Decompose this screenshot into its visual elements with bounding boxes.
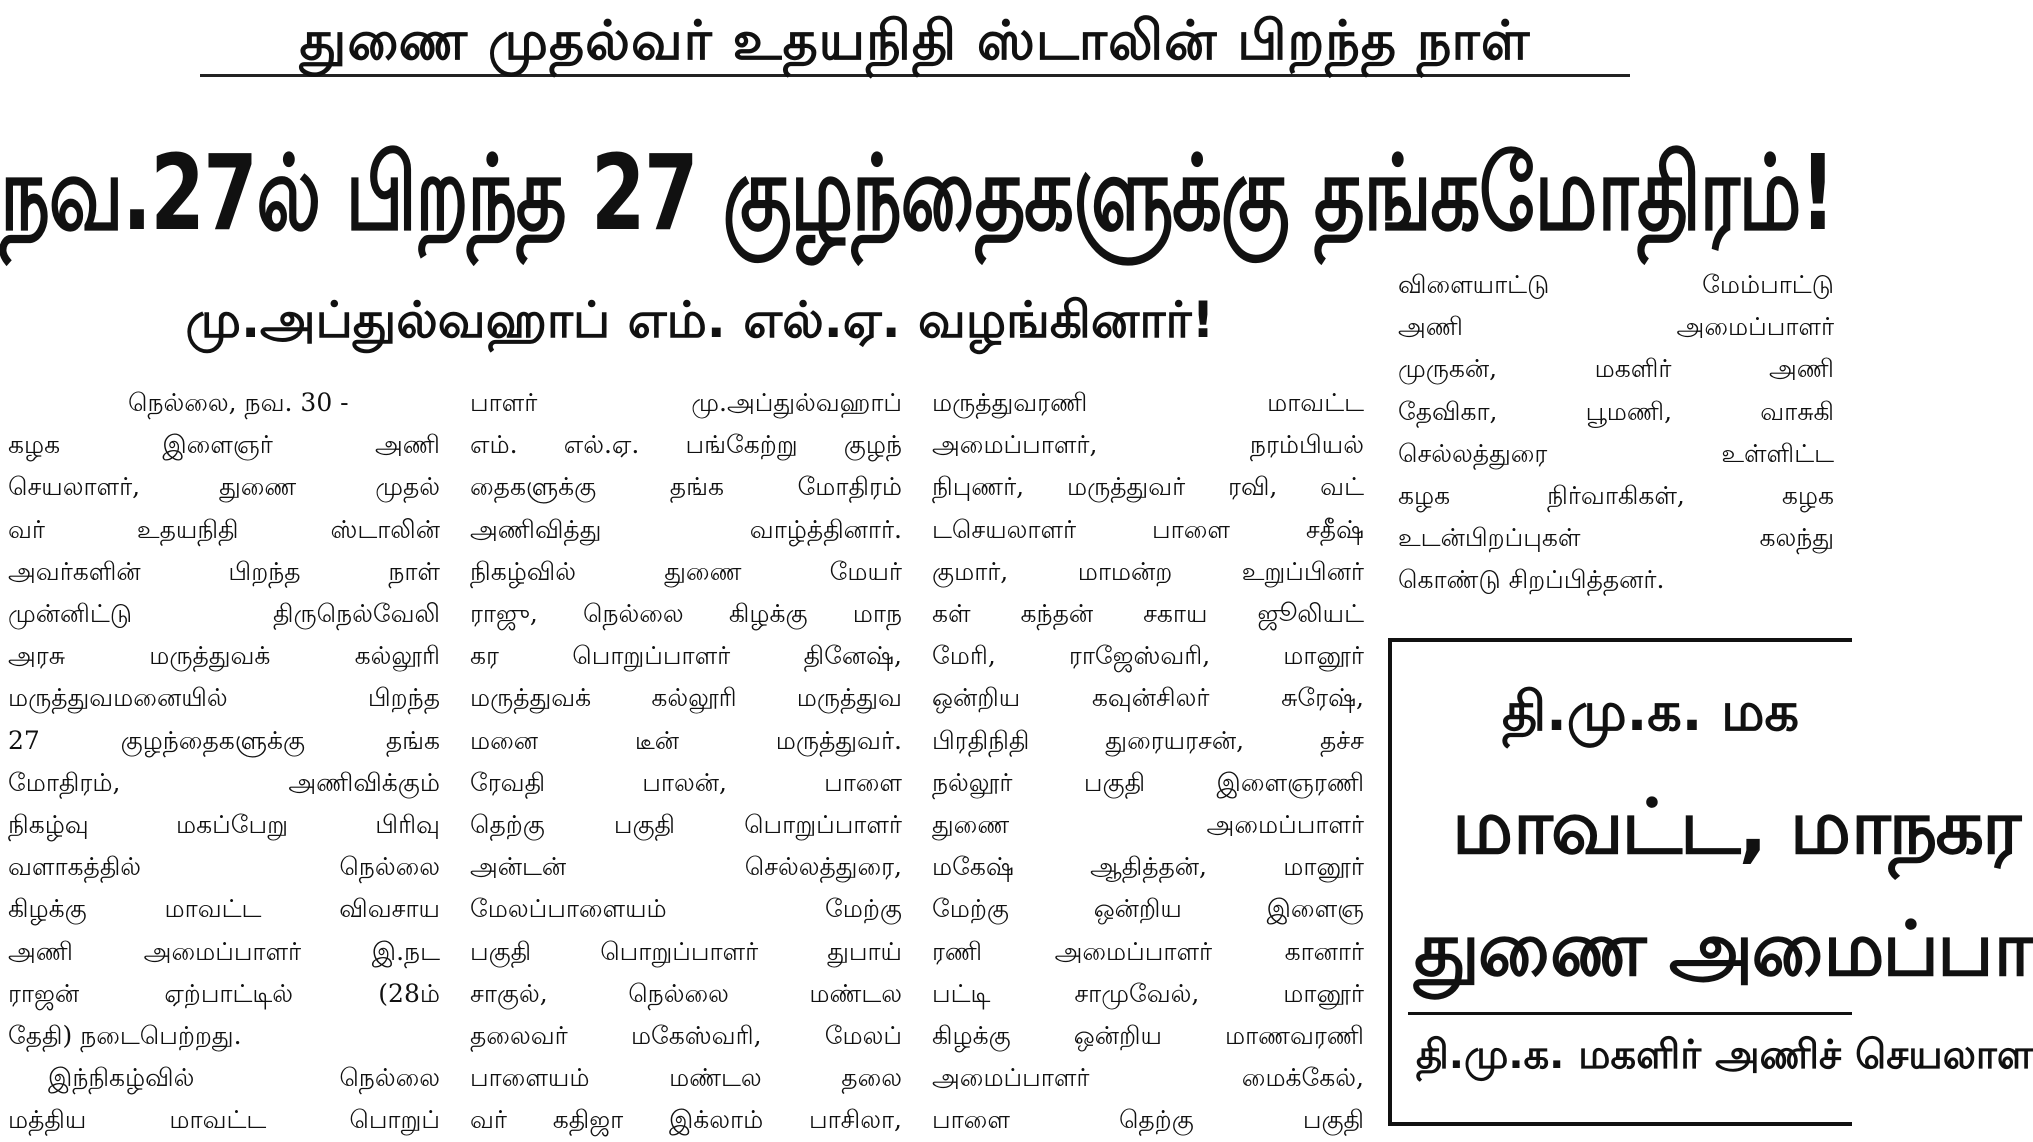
article-line: பட்டி சாமுவேல், மானூர் [932,978,1364,1008]
ad-divider [1408,1012,1852,1015]
article-line: முருகன், மகளிர் அணி [1398,354,1834,384]
article-line: செயலாளர், துணை முதல் [8,472,440,502]
kicker-headline: துணை முதல்வர் உதயநிதி ஸ்டாலின் பிறந்த நாள் [200,8,1630,77]
article-line: ராஜு, நெல்லை கிழக்கு மாந [470,599,902,629]
article-line: அணி அமைப்பாளர் இ.நட [8,936,440,966]
article-line: கிழக்கு மாவட்ட விவசாய [8,894,440,924]
article-line: நெல்லை, நவ. 30 - [128,388,349,417]
article-line: பாளையம் மண்டல தலை [470,1063,902,1093]
ad-line-2: மாவட்ட, மாநகர [1452,782,2020,871]
ad-line-3: துணை அமைப்பா [1414,904,2032,993]
article-line: மகேஷ் ஆதித்தன், மானூர் [932,852,1364,882]
article-line: ரேவதி பாலன், பாளை [470,767,902,797]
article-line: ஒன்றிய கவுன்சிலர் சுரேஷ், [932,683,1364,713]
article-line: அணி அமைப்பாளர் [1398,312,1834,342]
article-line: வர் உதயநிதி ஸ்டாலின் [8,514,440,544]
article-line: குமார், மாமன்ற உறுப்பினர் [932,556,1364,586]
article-line: மேற்கு ஒன்றிய இளைஞ [932,894,1364,924]
article-line: மருத்துவக் கல்லூரி மருத்துவ [470,683,902,713]
article-line: ராஜன் ஏற்பாட்டில் (28ம் [8,978,440,1008]
article-line: அமைப்பாளர் மைக்கேல், [932,1063,1364,1093]
article-line: பாளர் மு.அப்துல்வஹாப் [470,388,902,417]
article-line: பிரதிநிதி துரையரசன், தச்ச [932,725,1364,755]
article-line: கள் கந்தன் சகாய ஜூலியட் [932,599,1364,629]
article-line: தேவிகா, பூமணி, வாசுகி [1398,396,1834,426]
article-line: டசெயலாளர் பாளை சதீஷ் [932,514,1364,544]
article-line: 27 குழந்தைகளுக்கு தங்க [8,725,440,755]
article-line: கிழக்கு ஒன்றிய மாணவரணி [932,1021,1364,1051]
article-line: இந்நிகழ்வில் நெல்லை [48,1063,440,1093]
article-line: மேரி, ராஜேஸ்வரி, மானூர் [932,641,1364,671]
article-line: வளாகத்தில் நெல்லை [8,852,440,882]
advertisement-box [1388,638,2033,1126]
article-line: செல்லத்துரை உள்ளிட்ட [1398,438,1834,468]
article-column-3 [932,382,1364,1135]
article-line: அவர்களின் பிறந்த நாள் [8,556,440,586]
article-line: பாளை தெற்கு பகுதி [932,1105,1364,1135]
article-column-4 [1398,264,1834,624]
article-line: சாகுல், நெல்லை மண்டல [470,978,902,1008]
article-line: ரணி அமைப்பாளர் கானார் [932,936,1364,966]
ad-line-1: தி.மு.க. மக [1502,680,1800,743]
article-line: மோதிரம், அணிவிக்கும் [8,767,440,797]
article-line: துணை அமைப்பாளர் [932,810,1364,840]
article-line: கொண்டு சிறப்பித்தனர். [1398,565,1665,595]
ad-line-4: தி.மு.க. மகளிர் அணிச் செயலாள [1416,1032,2033,1078]
article-line: கர பொறுப்பாளர் தினேஷ், [470,641,902,671]
article-line: விளையாட்டு மேம்பாட்டு [1398,270,1834,299]
article-line: கழக இளைஞர் அணி [8,430,440,460]
article-line: மருத்துவரணி மாவட்ட [932,388,1364,417]
article-line: மருத்துவமனையில் பிறந்த [8,683,440,713]
article-line: நல்லூர் பகுதி இளைஞரணி [932,767,1364,797]
article-column-1 [8,382,440,1135]
article-line: நிகழ்வு மகப்பேறு பிரிவு [8,810,440,840]
article-line: அரசு மருத்துவக் கல்லூரி [8,641,440,671]
article-line: கழக நிர்வாகிகள், கழக [1398,481,1834,511]
article-line: அணிவித்து வாழ்த்தினார். [470,514,902,544]
article-line: மனை டீன் மருத்துவர். [470,725,902,755]
article-line: எம். எல்.ஏ. பங்கேற்று குழந் [470,430,902,460]
article-line: தைகளுக்கு தங்க மோதிரம் [470,472,902,502]
article-line: பகுதி பொறுப்பாளர் துபாய் [470,936,902,966]
article-line: உடன்பிறப்புகள் கலந்து [1398,523,1834,553]
article-line: தலைவர் மகேஸ்வரி, மேலப் [470,1021,902,1051]
article-line: முன்னிட்டு திருநெல்வேலி [8,599,440,629]
article-column-2 [470,382,902,1135]
article-line: தேதி) நடைபெற்றது. [8,1021,242,1051]
article-line: அமைப்பாளர், நரம்பியல் [932,430,1364,460]
article-line: வர் கதிஜா இக்லாம் பாசிலா, [470,1105,902,1135]
sub-headline: மு.அப்துல்வஹாப் எம். எல்.ஏ. வழங்கினார்! [185,291,1215,349]
article-line: அன்டன் செல்லத்துரை, [470,852,902,882]
article-line: மத்திய மாவட்ட பொறுப் [8,1105,440,1135]
article-line: நிகழ்வில் துணை மேயர் [470,556,902,586]
article-line: நிபுணர், மருத்துவர் ரவி, வட் [932,472,1364,502]
main-headline: நவ.27ல் பிறந்த 27 குழந்தைகளுக்கு தங்கமோதிரம்! [0,132,1835,254]
article-line: மேலப்பாளையம் மேற்கு [470,894,902,924]
article-line: தெற்கு பகுதி பொறுப்பாளர் [470,810,902,840]
